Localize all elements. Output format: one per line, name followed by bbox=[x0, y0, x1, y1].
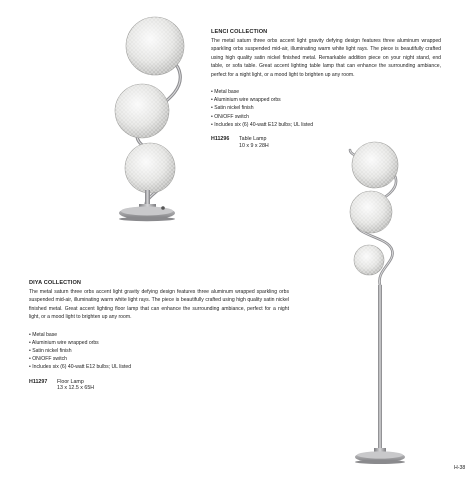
feature-item: • Satin nickel finish bbox=[29, 348, 72, 355]
lenci-description: The metal saturn three orbs accent light gravity defying design features three aluminum wrapped sparkling orbs suspended mid-air, illuminating warm white light rays. The piece is beautifully crafted using high quality satin nickel finished metal. Remarkable addition piece on your night stand, end table, or sofa table. Great accent lighting table lamp that can enhance the surrounding ambiance, perfect for a night light, or a mood light to brighten up any room. bbox=[211, 38, 441, 78]
diya-description: The metal saturn three orbs accent light gravity defying design features three aluminum wrapped sparkling orbs suspended mid-air, illuminating warm white light rays. The piece is beautifully crafted using high quality satin nickel finished metal. Great accent lighting floor lamp that can enhance the surrounding ambiance, perfect for a night light, or a mood light to brighten up any room. bbox=[29, 289, 289, 321]
feature-item: • ON/OFF switch bbox=[29, 356, 68, 363]
lenci-features-list bbox=[211, 88, 441, 129]
diya-product-row bbox=[29, 379, 289, 393]
feature-item: • Metal base bbox=[211, 89, 240, 96]
diya-product-info bbox=[57, 379, 94, 393]
diya-features-list bbox=[29, 331, 289, 372]
feature-item: • Aluminium wire wrapped orbs bbox=[29, 339, 99, 346]
feature-item: • Includes six (6) 40-watt E12 bulbs; UL listed bbox=[29, 364, 132, 371]
floor-lamp-pole bbox=[378, 285, 382, 450]
feature-item: • ON/OFF switch bbox=[211, 113, 250, 120]
diya-dimensions: 13 x 12.5 x 65H bbox=[57, 385, 95, 392]
diya-collection-section bbox=[29, 280, 289, 392]
lenci-collection-section bbox=[211, 29, 441, 150]
lenci-collection-title: LENCI COLLECTION bbox=[211, 29, 268, 35]
lenci-product-type: Table Lamp bbox=[239, 136, 267, 143]
lenci-dimensions: 10 x 9 x 28H bbox=[239, 142, 269, 149]
feature-item: • Satin nickel finish bbox=[211, 105, 254, 112]
diya-sku: H11297 bbox=[29, 378, 48, 385]
floor-lamp-image bbox=[350, 142, 405, 464]
page-number: H-38 bbox=[454, 465, 466, 471]
feature-item: • Metal base bbox=[29, 331, 58, 338]
feature-item: • Aluminium wire wrapped orbs bbox=[211, 97, 281, 104]
lenci-product-info bbox=[239, 136, 269, 150]
diya-collection-title: DIYA COLLECTION bbox=[29, 280, 82, 286]
feature-item: • Includes six (6) 40-watt E12 bulbs; UL listed bbox=[211, 121, 314, 128]
lenci-product-row bbox=[211, 136, 441, 150]
table-lamp-image bbox=[115, 17, 184, 221]
diya-product-type: Floor Lamp bbox=[57, 378, 84, 385]
lenci-sku: H11296 bbox=[211, 136, 230, 143]
